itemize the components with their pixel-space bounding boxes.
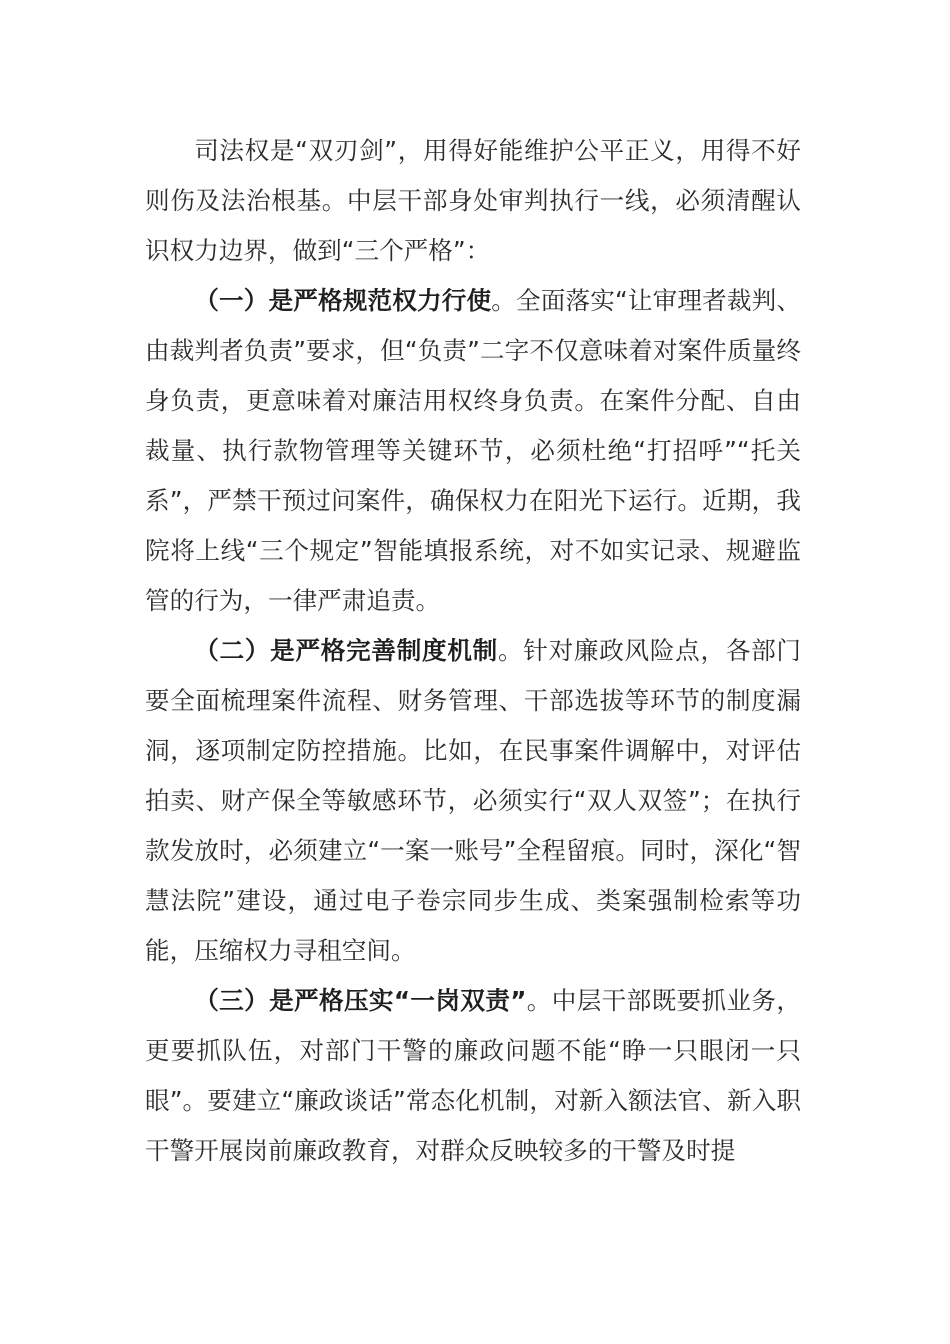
- section-paragraph-2: [145, 626, 801, 976]
- section-body-1: 。全面落实“让审理者裁判、由裁判者负责”要求，但“负责”二字不仅意味着对案件质量终身负责，更意味着对廉洁用权终身负责。在案件分配、自由裁量、执行款物管理等关键环节，必须杜绝“打招呼”“托关系”，严禁干预过问案件，确保权力在阳光下运行。近期，我院将上线“三个规定”智能填报系统，对不如实记录、规避监管的行为，一律严肃追责。: [145, 286, 801, 615]
- section-body-2: 。针对廉政风险点，各部门要全面梳理案件流程、财务管理、干部选拔等环节的制度漏洞，逐项制定防控措施。比如，在民事案件调解中，对评估拍卖、财产保全等敏感环节，必须实行“双人双签”；在执行款发放时，必须建立“一案一账号”全程留痕。同时，深化“智慧法院”建设，通过电子卷宗同步生成、类案强制检索等功能，压缩权力寻租空间。: [145, 636, 801, 965]
- section-heading-3: （三）是严格压实“一岗双责”: [194, 986, 527, 1015]
- section-heading-2: （二）是严格完善制度机制: [194, 636, 498, 665]
- intro-paragraph: [145, 126, 801, 276]
- intro-text: 司法权是“双刃剑”，用得好能维护公平正义，用得不好则伤及法治根基。中层干部身处审判执行一线，必须清醒认识权力边界，做到“三个严格”：: [145, 136, 801, 265]
- document-body: [145, 126, 801, 1176]
- section-heading-1: （一）是严格规范权力行使: [194, 286, 492, 315]
- section-paragraph-1: [145, 276, 801, 626]
- section-body-3: 。中层干部既要抓业务，更要抓队伍，对部门干警的廉政问题不能“睁一只眼闭一只眼”。要建立“廉政谈话”常态化机制，对新入额法官、新入职干警开展岗前廉政教育，对群众反映较多的干警及时提: [145, 986, 801, 1165]
- section-paragraph-3: [145, 976, 801, 1176]
